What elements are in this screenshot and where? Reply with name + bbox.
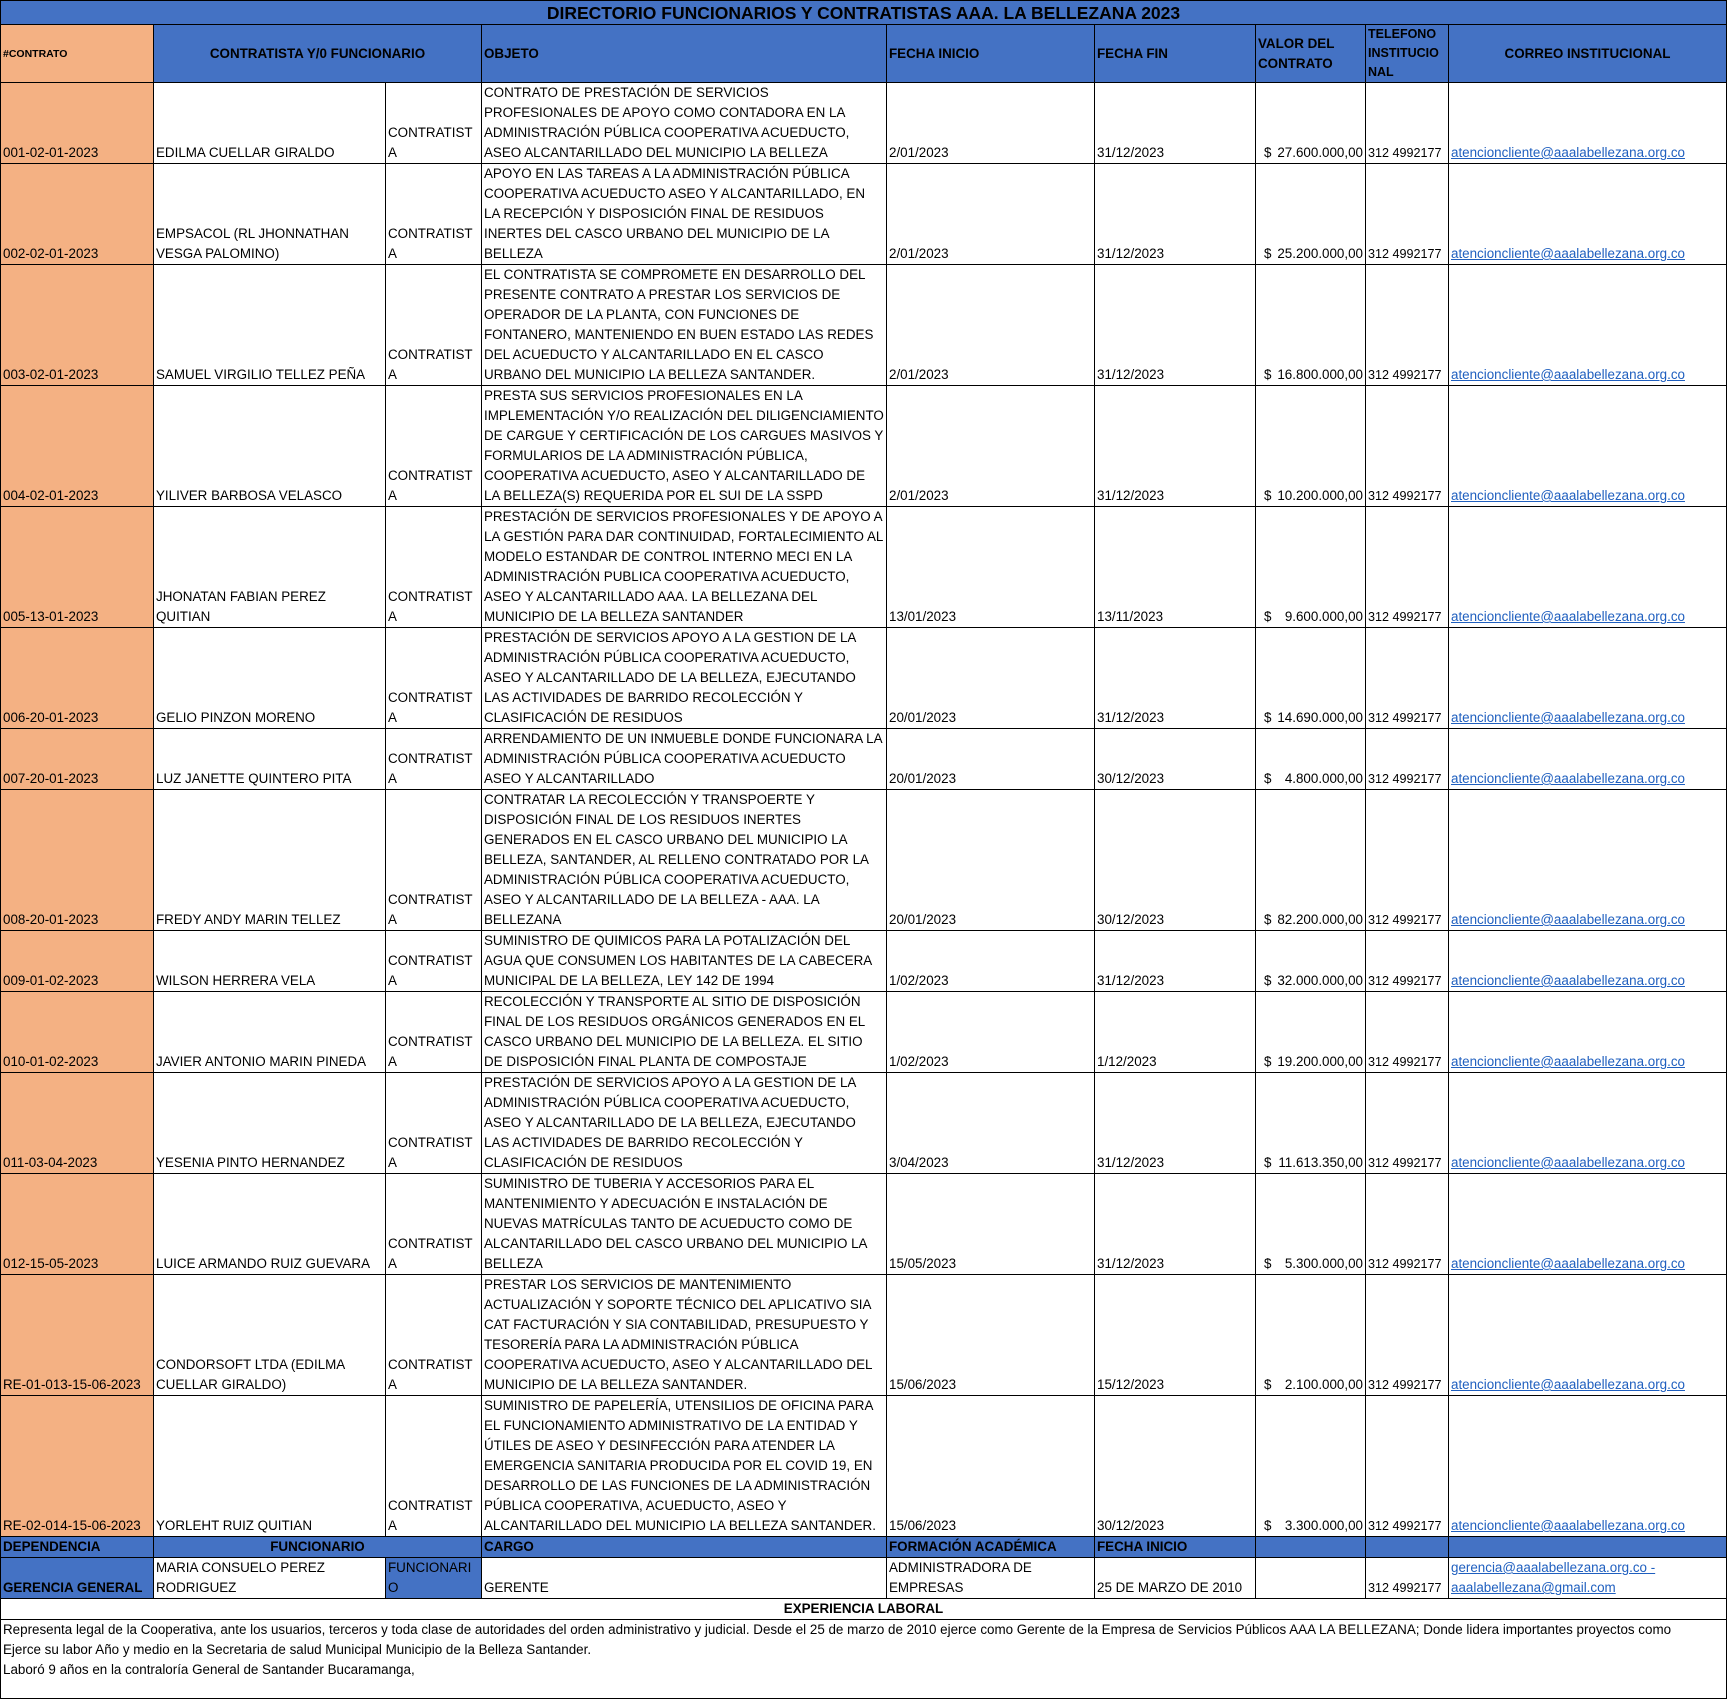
contrato-cell[interactable]: RE-02-014-15-06-2023 (1, 1396, 154, 1537)
currency-symbol: $ (1264, 710, 1272, 725)
valor-cell[interactable] (1256, 931, 1366, 992)
telefono-cell[interactable]: 312 4992177 (1366, 1073, 1449, 1174)
fecha-fin-cell[interactable]: 30/12/2023 (1095, 729, 1256, 790)
staff-header-dependencia[interactable]: DEPENDENCIA (1, 1537, 154, 1558)
contratista-name-cell[interactable]: CONDORSOFT LTDA (EDILMA CUELLAR GIRALDO) (154, 1275, 386, 1396)
telefono-cell[interactable]: 312 4992177 (1366, 931, 1449, 992)
fecha-inicio-cell[interactable]: 3/04/2023 (887, 1073, 1095, 1174)
fecha-fin-cell[interactable]: 31/12/2023 (1095, 83, 1256, 164)
table-row (1, 992, 1727, 1073)
staff-correo-link[interactable]: gerencia@aaalabellezana.org.co - aaalabellezana@gmail.com (1451, 1560, 1656, 1595)
fecha-inicio-cell[interactable]: 20/01/2023 (887, 729, 1095, 790)
table-row (1, 265, 1727, 386)
fecha-inicio-cell[interactable]: 2/01/2023 (887, 83, 1095, 164)
valor-number: 11.613.350,00 (1278, 1155, 1363, 1170)
table-row (1, 931, 1727, 992)
contratista-name-cell[interactable]: EMPSACOL (RL JHONNATHAN VESGA PALOMINO) (154, 164, 386, 265)
contratista-name-cell[interactable]: YESENIA PINTO HERNANDEZ (154, 1073, 386, 1174)
contratista-type-cell[interactable]: CONTRATISTA (386, 729, 482, 790)
contratista-name-cell[interactable]: EDILMA CUELLAR GIRALDO (154, 83, 386, 164)
header-row (1, 25, 1727, 83)
telefono-cell[interactable]: 312 4992177 (1366, 729, 1449, 790)
header-fecha-fin[interactable]: FECHA FIN (1095, 25, 1256, 83)
fecha-fin-cell[interactable]: 31/12/2023 (1095, 1073, 1256, 1174)
contratista-type-cell[interactable]: CONTRATISTA (386, 265, 482, 386)
fecha-fin-cell[interactable]: 1/12/2023 (1095, 992, 1256, 1073)
contratista-type-cell[interactable]: CONTRATISTA (386, 1275, 482, 1396)
contrato-cell[interactable]: 011-03-04-2023 (1, 1073, 154, 1174)
valor-cell[interactable] (1256, 164, 1366, 265)
correo-link[interactable]: atencioncliente@aaalabellezana.org.co (1451, 1518, 1685, 1533)
valor-number: 25.200.000,00 (1277, 246, 1363, 261)
fecha-fin-cell[interactable]: 13/11/2023 (1095, 507, 1256, 628)
contratista-name-cell[interactable]: LUICE ARMANDO RUIZ GUEVARA (154, 1174, 386, 1275)
staff-row (1, 1558, 1727, 1599)
staff-header-formacion[interactable]: FORMACIÓN ACADÉMICA (887, 1537, 1095, 1558)
staff-dependencia-cell[interactable]: GERENCIA GENERAL (1, 1558, 154, 1599)
fecha-fin-cell[interactable]: 30/12/2023 (1095, 790, 1256, 931)
correo-link[interactable]: atencioncliente@aaalabellezana.org.co (1451, 912, 1685, 927)
telefono-cell[interactable]: 312 4992177 (1366, 1275, 1449, 1396)
currency-symbol: $ (1264, 912, 1272, 927)
correo-link[interactable]: atencioncliente@aaalabellezana.org.co (1451, 1054, 1685, 1069)
staff-telefono-cell[interactable]: 312 4992177 (1366, 1558, 1449, 1599)
correo-link[interactable]: atencioncliente@aaalabellezana.org.co (1451, 1155, 1685, 1170)
fecha-inicio-cell[interactable]: 15/05/2023 (887, 1174, 1095, 1275)
contratista-type-cell[interactable]: CONTRATISTA (386, 790, 482, 931)
fecha-inicio-cell[interactable]: 2/01/2023 (887, 265, 1095, 386)
telefono-cell[interactable]: 312 4992177 (1366, 992, 1449, 1073)
contratista-type-cell[interactable]: CONTRATISTA (386, 1396, 482, 1537)
objeto-cell[interactable]: PRESTACIÓN DE SERVICIOS APOYO A LA GESTION DE LA ADMINISTRACIÓN PÚBLICA COOPERATIVA ACUEDUCTO, ASEO Y ALCANTARILLADO DE LA BELLEZA, EJECUTANDO LAS ACTIVIDADES DE BARRIDO RECOLECCIÓN Y CLASIFICACIÓN DE RESIDUOS (482, 628, 887, 729)
contratista-type-cell[interactable]: CONTRATISTA (386, 992, 482, 1073)
valor-cell[interactable] (1256, 507, 1366, 628)
telefono-cell[interactable]: 312 4992177 (1366, 507, 1449, 628)
telefono-cell[interactable]: 312 4992177 (1366, 1174, 1449, 1275)
telefono-cell[interactable]: 312 4992177 (1366, 164, 1449, 265)
header-contrato[interactable]: #CONTRATO (1, 25, 154, 83)
telefono-cell[interactable]: 312 4992177 (1366, 83, 1449, 164)
correo-cell[interactable] (1449, 1275, 1727, 1396)
correo-link[interactable]: atencioncliente@aaalabellezana.org.co (1451, 488, 1685, 503)
fecha-inicio-cell[interactable]: 1/02/2023 (887, 992, 1095, 1073)
valor-cell[interactable] (1256, 1174, 1366, 1275)
objeto-cell[interactable]: PRESTAR LOS SERVICIOS DE MANTENIMIENTO ACTUALIZACIÓN Y SOPORTE TÉCNICO DEL APLICATIVO SIA CAT FACTURACIÓN Y SIA CONTABILIDAD, PRESUPUESTO Y TESORERÍA PARA LA ADMINISTRACIÓN PÚBLICA COOPERATIVA ACUEDUCTO, ASEO Y ALCANTARILLADO DEL MUNICIPIO DE LA BELLEZA SANTANDER. (482, 1275, 887, 1396)
correo-cell[interactable] (1449, 628, 1727, 729)
currency-symbol: $ (1264, 1256, 1272, 1271)
contrato-cell[interactable]: 010-01-02-2023 (1, 992, 154, 1073)
fecha-fin-cell[interactable]: 31/12/2023 (1095, 931, 1256, 992)
correo-link[interactable]: atencioncliente@aaalabellezana.org.co (1451, 1377, 1685, 1392)
staff-header-blank-1[interactable] (1256, 1537, 1366, 1558)
correo-link[interactable]: atencioncliente@aaalabellezana.org.co (1451, 771, 1685, 786)
fecha-fin-cell[interactable]: 31/12/2023 (1095, 628, 1256, 729)
valor-cell[interactable] (1256, 628, 1366, 729)
contratista-name-cell[interactable]: LUZ JANETTE QUINTERO PITA (154, 729, 386, 790)
contratista-name-cell[interactable]: FREDY ANDY MARIN TELLEZ (154, 790, 386, 931)
fecha-fin-cell[interactable]: 15/12/2023 (1095, 1275, 1256, 1396)
correo-cell[interactable] (1449, 992, 1727, 1073)
experiencia-text[interactable] (1, 1620, 1727, 1699)
sheet-title[interactable]: DIRECTORIO FUNCIONARIOS Y CONTRATISTAS AAA. LA BELLEZANA 2023 (1, 1, 1727, 25)
fecha-inicio-cell[interactable]: 1/02/2023 (887, 931, 1095, 992)
contratista-type-cell[interactable]: CONTRATISTA (386, 83, 482, 164)
valor-amount (1258, 971, 1363, 991)
correo-link[interactable]: atencioncliente@aaalabellezana.org.co (1451, 973, 1685, 988)
contratista-type-cell[interactable]: CONTRATISTA (386, 931, 482, 992)
valor-number: 4.800.000,00 (1284, 771, 1363, 786)
telefono-cell[interactable]: 312 4992177 (1366, 265, 1449, 386)
contrato-cell[interactable]: 009-01-02-2023 (1, 931, 154, 992)
objeto-cell[interactable]: SUMINISTRO DE QUIMICOS PARA LA POTALIZACIÓN DEL AGUA QUE CONSUMEN LOS HABITANTES DE LA CABECERA MUNICIPAL DE LA BELLEZA, LEY 142 DE 1994 (482, 931, 887, 992)
valor-cell[interactable] (1256, 265, 1366, 386)
contrato-cell[interactable]: 006-20-01-2023 (1, 628, 154, 729)
currency-symbol: $ (1264, 1054, 1272, 1069)
objeto-cell[interactable]: PRESTA SUS SERVICIOS PROFESIONALES EN LA IMPLEMENTACIÓN Y/O REALIZACIÓN DEL DILIGENCIAMIENTO DE CARGUE Y CERTIFICACIÓN DE LOS CARGUES MASIVOS Y FORMULARIOS DE LA ADMINISTRACIÓN PÚBLICA, COOPERATIVA ACUEDUCTO, ASEO Y ALCANTARILLADO DE LA BELLEZA(S) REQUERIDA POR EL SUI DE LA SSPD (482, 386, 887, 507)
experiencia-title[interactable]: EXPERIENCIA LABORAL (1, 1599, 1727, 1620)
fecha-inicio-cell[interactable]: 2/01/2023 (887, 386, 1095, 507)
experiencia-line-2: Ejerce su labor Año y medio en la Secretaria de salud Municipal Municipio de la Belleza Santander. (3, 1642, 592, 1657)
currency-symbol: $ (1264, 488, 1272, 503)
currency-symbol: $ (1264, 246, 1272, 261)
staff-header-blank-2[interactable] (1366, 1537, 1449, 1558)
correo-link[interactable]: atencioncliente@aaalabellezana.org.co (1451, 609, 1685, 624)
valor-amount (1258, 365, 1363, 385)
contratista-type-cell[interactable]: CONTRATISTA (386, 1174, 482, 1275)
header-correo[interactable]: CORREO INSTITUCIONAL (1449, 25, 1727, 83)
valor-amount (1258, 910, 1363, 930)
staff-header-funcionario[interactable]: FUNCIONARIO (154, 1537, 482, 1558)
fecha-inicio-cell[interactable]: 20/01/2023 (887, 790, 1095, 931)
valor-amount (1258, 486, 1363, 506)
valor-amount (1258, 769, 1363, 789)
telefono-cell[interactable]: 312 4992177 (1366, 628, 1449, 729)
currency-symbol: $ (1264, 1518, 1272, 1533)
valor-cell[interactable] (1256, 1396, 1366, 1537)
correo-link[interactable]: atencioncliente@aaalabellezana.org.co (1451, 710, 1685, 725)
header-fecha-inicio[interactable]: FECHA INICIO (887, 25, 1095, 83)
objeto-cell[interactable]: EL CONTRATISTA SE COMPROMETE EN DESARROLLO DEL PRESENTE CONTRATO A PRESTAR LOS SERVICIOS DE OPERADOR DE LA PLANTA, CON FUNCIONES DE FONTANERO, MANTENIENDO EN BUEN ESTADO LAS REDES DEL ACUEDUCTO Y ALCANTARILLADO EN EL CASCO URBANO DEL MUNICIPIO LA BELLEZA SANTANDER. (482, 265, 887, 386)
valor-amount (1258, 143, 1363, 163)
valor-amount (1258, 1375, 1363, 1395)
table-row (1, 164, 1727, 265)
contratista-type-cell[interactable]: CONTRATISTA (386, 164, 482, 265)
valor-amount (1258, 1516, 1363, 1536)
contrato-cell[interactable]: 005-13-01-2023 (1, 507, 154, 628)
experiencia-title-row (1, 1599, 1727, 1620)
objeto-cell[interactable]: APOYO EN LAS TAREAS A LA ADMINISTRACIÓN PÚBLICA COOPERATIVA ACUEDUCTO ASEO Y ALCANTARILLADO, EN LA RECEPCIÓN Y DISPOSICIÓN FINAL DE RESIDUOS INERTES DEL CASCO URBANO DEL MUNICIPIO DE LA BELLEZA (482, 164, 887, 265)
contratista-name-cell[interactable]: YORLEHT RUIZ QUITIAN (154, 1396, 386, 1537)
staff-inicio-cell[interactable]: 25 DE MARZO DE 2010 (1095, 1558, 1256, 1599)
contrato-cell[interactable]: 002-02-01-2023 (1, 164, 154, 265)
table-row (1, 1174, 1727, 1275)
correo-cell[interactable] (1449, 931, 1727, 992)
valor-cell[interactable] (1256, 1073, 1366, 1174)
contratista-type-cell[interactable]: CONTRATISTA (386, 507, 482, 628)
correo-link[interactable]: atencioncliente@aaalabellezana.org.co (1451, 1256, 1685, 1271)
correo-link[interactable]: atencioncliente@aaalabellezana.org.co (1451, 145, 1685, 160)
contratista-name-cell[interactable]: GELIO PINZON MORENO (154, 628, 386, 729)
valor-number: 3.300.000,00 (1284, 1518, 1363, 1533)
staff-header-blank-3[interactable] (1449, 1537, 1727, 1558)
valor-cell[interactable] (1256, 729, 1366, 790)
contrato-cell[interactable]: 003-02-01-2023 (1, 265, 154, 386)
contratista-type-cell[interactable]: CONTRATISTA (386, 386, 482, 507)
valor-number: 82.200.000,00 (1277, 912, 1363, 927)
staff-cargo-cell[interactable]: GERENTE (482, 1558, 887, 1599)
table-row (1, 1275, 1727, 1396)
valor-number: 2.100.000,00 (1284, 1377, 1363, 1392)
contratista-name-cell[interactable]: JAVIER ANTONIO MARIN PINEDA (154, 992, 386, 1073)
fecha-fin-cell[interactable]: 31/12/2023 (1095, 386, 1256, 507)
objeto-cell[interactable]: CONTRATAR LA RECOLECCIÓN Y TRANSPOERTE Y DISPOSICIÓN FINAL DE LOS RESIDUOS INERTES GENERADOS EN EL CASCO URBANO DEL MUNICIPIO LA BELLEZA, SANTANDER, AL RELLENO CONTRATADO POR LA ADMINISTRACIÓN PÚBLICA COOPERATIVA ACUEDUCTO, ASEO Y ALCANTARILLADO DE LA BELLEZA - AAA. LA BELLEZANA (482, 790, 887, 931)
objeto-cell[interactable]: SUMINISTRO DE PAPELERÍA, UTENSILIOS DE OFICINA PARA EL FUNCIONAMIENTO ADMINISTRATIVO DE LA ENTIDAD Y ÚTILES DE ASEO Y DESINFECCIÓN PARA ATENDER LA EMERGENCIA SANITARIA PRODUCIDA POR EL COVID 19, EN DESARROLLO DE LAS FUNCIONES DE LA ADMINISTRACIÓN PÚBLICA COOPERATIVA, ACUEDUCTO, ASEO Y ALCANTARILLADO DEL MUNICIPIO LA BELLEZA SANTANDER. (482, 1396, 887, 1537)
objeto-cell[interactable]: PRESTACIÓN DE SERVICIOS APOYO A LA GESTION DE LA ADMINISTRACIÓN PÚBLICA COOPERATIVA ACUEDUCTO, ASEO Y ALCANTARILLADO DE LA BELLEZA, EJECUTANDO LAS ACTIVIDADES DE BARRIDO RECOLECCIÓN Y CLASIFICACIÓN DE RESIDUOS (482, 1073, 887, 1174)
staff-header-row (1, 1537, 1727, 1558)
objeto-cell[interactable]: ARRENDAMIENTO DE UN INMUEBLE DONDE FUNCIONARA LA ADMINISTRACIÓN PÚBLICA COOPERATIVA ACUEDUCTO ASEO Y ALCANTARILLADO (482, 729, 887, 790)
fecha-inicio-cell[interactable]: 13/01/2023 (887, 507, 1095, 628)
contrato-cell[interactable]: 001-02-01-2023 (1, 83, 154, 164)
experiencia-text-row (1, 1620, 1727, 1699)
staff-correo-cell[interactable] (1449, 1558, 1727, 1599)
correo-cell[interactable] (1449, 1073, 1727, 1174)
valor-cell[interactable] (1256, 386, 1366, 507)
fecha-fin-cell[interactable]: 31/12/2023 (1095, 164, 1256, 265)
valor-number: 10.200.000,00 (1277, 488, 1363, 503)
valor-number: 19.200.000,00 (1277, 1054, 1363, 1069)
table-row (1, 790, 1727, 931)
objeto-cell[interactable]: PRESTACIÓN DE SERVICIOS PROFESIONALES Y DE APOYO A LA GESTIÓN PARA DAR CONTINUIDAD, FORTALECIMIENTO AL MODELO ESTANDAR DE CONTROL INTERNO MECI EN LA ADMINISTRACIÓN PUBLICA COOPERATIVA ACUEDUCTO, ASEO Y ALCANTARILLADO AAA. LA BELLEZANA DEL MUNICIPIO DE LA BELLEZA SANTANDER (482, 507, 887, 628)
correo-cell[interactable] (1449, 164, 1727, 265)
valor-cell[interactable] (1256, 992, 1366, 1073)
staff-valor-cell[interactable] (1256, 1558, 1366, 1599)
fecha-inicio-cell[interactable]: 15/06/2023 (887, 1396, 1095, 1537)
valor-number: 32.000.000,00 (1277, 973, 1363, 988)
valor-amount (1258, 1254, 1363, 1274)
staff-header-fecha-inicio[interactable]: FECHA INICIO (1095, 1537, 1256, 1558)
correo-cell[interactable] (1449, 729, 1727, 790)
header-objeto[interactable]: OBJETO (482, 25, 887, 83)
currency-symbol: $ (1264, 145, 1272, 160)
correo-cell[interactable] (1449, 1396, 1727, 1537)
objeto-cell[interactable]: CONTRATO DE PRESTACIÓN DE SERVICIOS PROFESIONALES DE APOYO COMO CONTADORA EN LA ADMINISTRACIÓN PÚBLICA COOPERATIVA ACUEDUCTO, ASEO ALCANTARILLADO DEL MUNICIPIO LA BELLEZA (482, 83, 887, 164)
valor-number: 5.300.000,00 (1284, 1256, 1363, 1271)
staff-name-cell[interactable]: MARIA CONSUELO PEREZ RODRIGUEZ (154, 1558, 386, 1599)
valor-cell[interactable] (1256, 790, 1366, 931)
fecha-fin-cell[interactable]: 31/12/2023 (1095, 1174, 1256, 1275)
header-valor[interactable]: VALOR DEL CONTRATO (1256, 25, 1366, 83)
valor-number: 27.600.000,00 (1277, 145, 1363, 160)
table-row (1, 507, 1727, 628)
table-row (1, 1396, 1727, 1537)
telefono-cell[interactable]: 312 4992177 (1366, 790, 1449, 931)
contratista-name-cell[interactable]: WILSON HERRERA VELA (154, 931, 386, 992)
contrato-cell[interactable]: 004-02-01-2023 (1, 386, 154, 507)
valor-amount (1258, 1153, 1363, 1173)
currency-symbol: $ (1264, 609, 1272, 624)
contratista-name-cell[interactable]: JHONATAN FABIAN PEREZ QUITIAN (154, 507, 386, 628)
correo-cell[interactable] (1449, 265, 1727, 386)
fecha-inicio-cell[interactable]: 2/01/2023 (887, 164, 1095, 265)
valor-amount (1258, 244, 1363, 264)
contrato-cell[interactable]: 007-20-01-2023 (1, 729, 154, 790)
telefono-cell[interactable]: 312 4992177 (1366, 1396, 1449, 1537)
correo-link[interactable]: atencioncliente@aaalabellezana.org.co (1451, 246, 1685, 261)
valor-amount (1258, 607, 1363, 627)
currency-symbol: $ (1264, 367, 1272, 382)
fecha-inicio-cell[interactable]: 15/06/2023 (887, 1275, 1095, 1396)
contratista-type-cell[interactable]: CONTRATISTA (386, 628, 482, 729)
currency-symbol: $ (1264, 1155, 1272, 1170)
experiencia-line-1: Representa legal de la Cooperativa, ante los usuarios, terceros y toda clase de autoridades del orden administrativo y judicial. Desde el 25 de marzo de 2010 ejerce como Gerente de la Empresa de Servicios Públicos AAA LA BELLEZANA; Donde lidera importantes proyectos como (3, 1622, 1672, 1637)
valor-number: 9.600.000,00 (1284, 609, 1363, 624)
valor-cell[interactable] (1256, 1275, 1366, 1396)
header-telefono[interactable]: TELEFONO INSTITUCIONAL (1366, 25, 1449, 83)
staff-header-cargo[interactable]: CARGO (482, 1537, 887, 1558)
valor-number: 16.800.000,00 (1277, 367, 1363, 382)
correo-cell[interactable] (1449, 790, 1727, 931)
currency-symbol: $ (1264, 1377, 1272, 1392)
table-row (1, 628, 1727, 729)
valor-cell[interactable] (1256, 83, 1366, 164)
title-row (1, 1, 1727, 25)
currency-symbol: $ (1264, 771, 1272, 786)
contratista-name-cell[interactable]: SAMUEL VIRGILIO TELLEZ PEÑA (154, 265, 386, 386)
correo-link[interactable]: atencioncliente@aaalabellezana.org.co (1451, 367, 1685, 382)
correo-cell[interactable] (1449, 83, 1727, 164)
staff-formacion-cell[interactable]: ADMINISTRADORA DE EMPRESAS (887, 1558, 1095, 1599)
correo-cell[interactable] (1449, 386, 1727, 507)
table-row (1, 729, 1727, 790)
header-contratista[interactable]: CONTRATISTA Y/0 FUNCIONARIO (154, 25, 482, 83)
objeto-cell[interactable]: SUMINISTRO DE TUBERIA Y ACCESORIOS PARA EL MANTENIMIENTO Y ADECUACIÓN E INSTALACIÓN DE NUEVAS MATRÍCULAS TANTO DE ACUEDUCTO COMO DE ALCANTARILLADO DEL CASCO URBANO DEL MUNICIPIO LA BELLEZA (482, 1174, 887, 1275)
objeto-cell[interactable]: RECOLECCIÓN Y TRANSPORTE AL SITIO DE DISPOSICIÓN FINAL DE LOS RESIDUOS ORGÁNICOS GENERADOS EN EL CASCO URBANO DEL MUNICIPIO DE LA BELLEZA. EL SITIO DE DISPOSICIÓN FINAL PLANTA DE COMPOSTAJE (482, 992, 887, 1073)
contrato-cell[interactable]: 008-20-01-2023 (1, 790, 154, 931)
valor-amount (1258, 1052, 1363, 1072)
telefono-cell[interactable]: 312 4992177 (1366, 386, 1449, 507)
valor-number: 14.690.000,00 (1277, 710, 1363, 725)
correo-cell[interactable] (1449, 507, 1727, 628)
staff-type-cell[interactable]: FUNCIONARIO (386, 1558, 482, 1599)
contrato-cell[interactable]: RE-01-013-15-06-2023 (1, 1275, 154, 1396)
fecha-fin-cell[interactable]: 31/12/2023 (1095, 265, 1256, 386)
currency-symbol: $ (1264, 973, 1272, 988)
table-row (1, 1073, 1727, 1174)
contrato-cell[interactable]: 012-15-05-2023 (1, 1174, 154, 1275)
experiencia-line-3: Laboró 9 años en la contraloría General de Santander Bucaramanga, (3, 1662, 415, 1677)
valor-amount (1258, 708, 1363, 728)
contratista-type-cell[interactable]: CONTRATISTA (386, 1073, 482, 1174)
fecha-fin-cell[interactable]: 30/12/2023 (1095, 1396, 1256, 1537)
fecha-inicio-cell[interactable]: 20/01/2023 (887, 628, 1095, 729)
correo-cell[interactable] (1449, 1174, 1727, 1275)
contratista-name-cell[interactable]: YILIVER BARBOSA VELASCO (154, 386, 386, 507)
table-row (1, 386, 1727, 507)
table-row (1, 83, 1727, 164)
